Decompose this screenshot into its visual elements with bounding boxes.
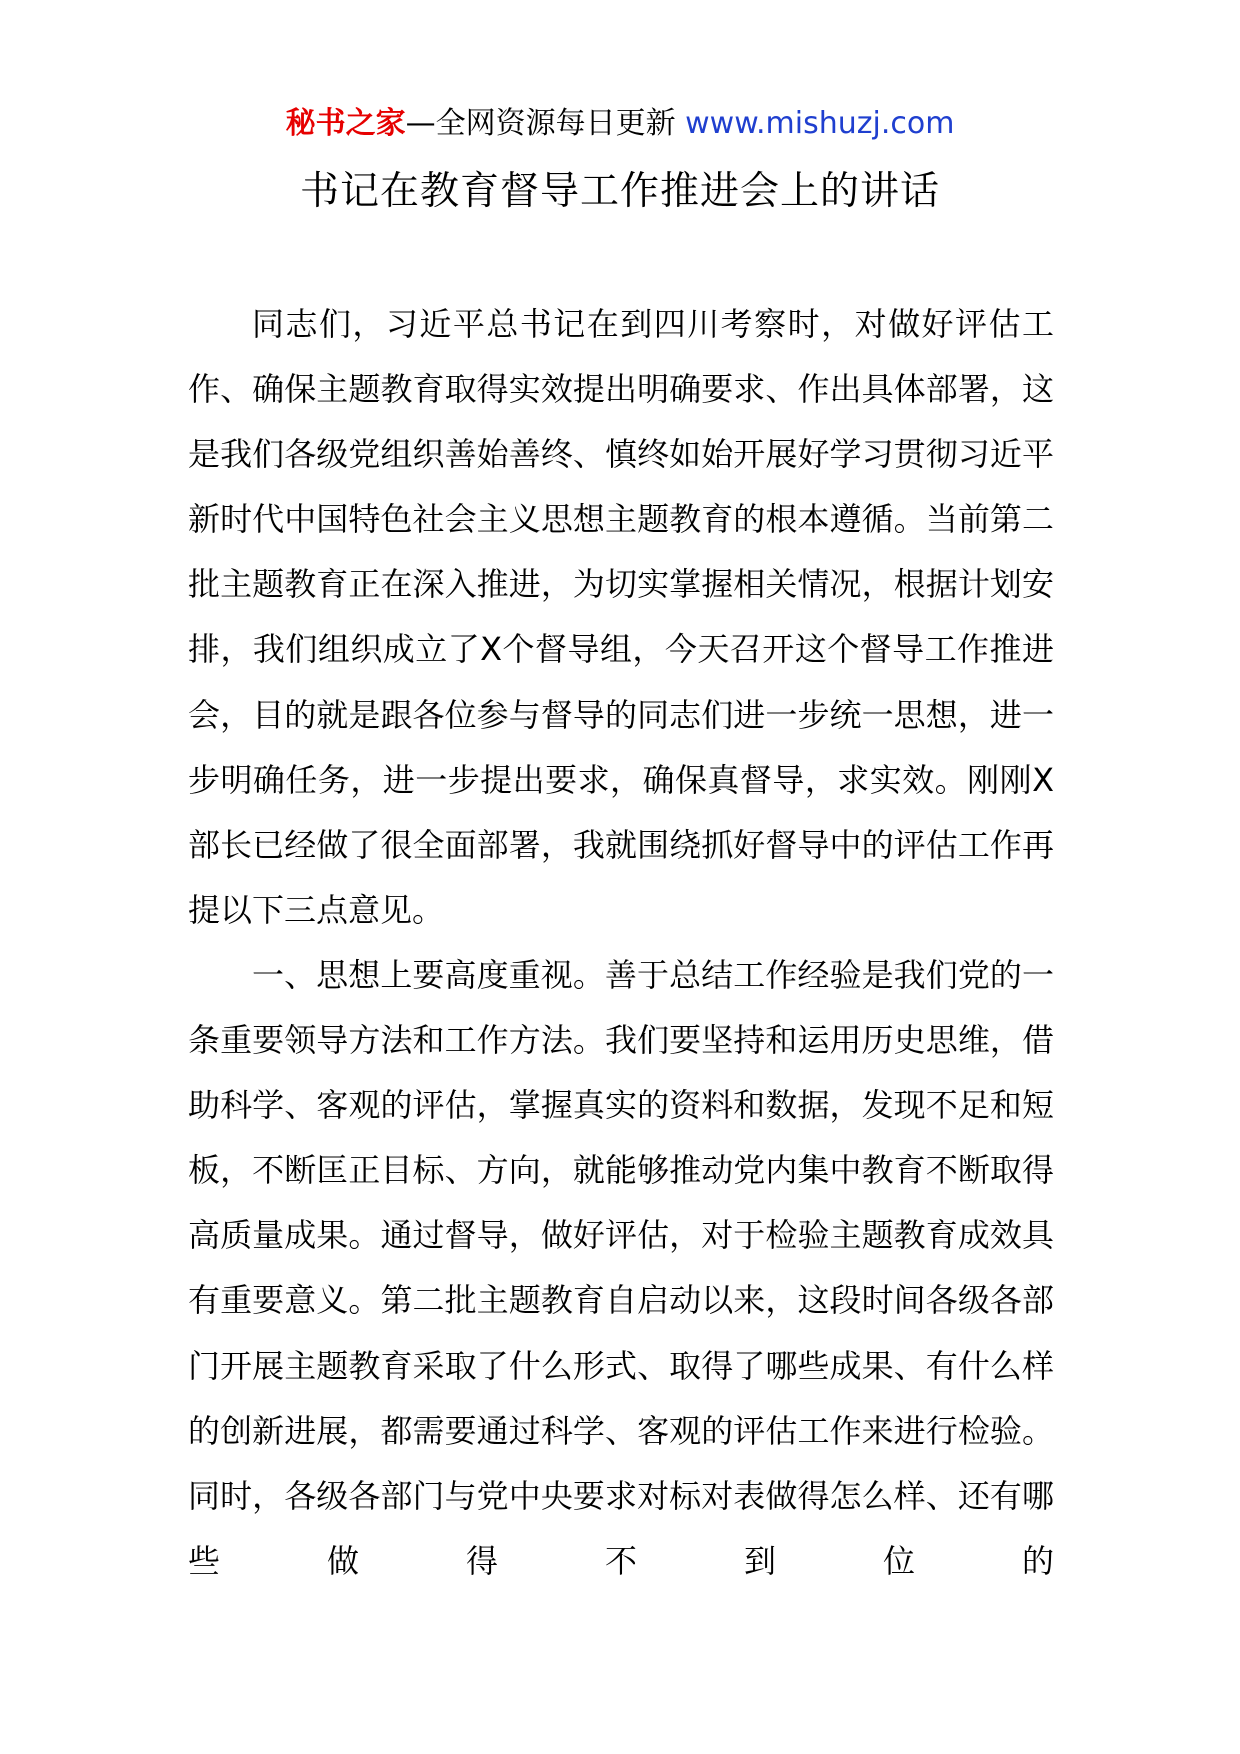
document-title: 书记在教育督导工作推进会上的讲话 [299, 169, 940, 214]
site-slogan: —全网资源每日更新 [405, 106, 686, 141]
paragraph-section-one: 一、思想上要高度重视。善于总结工作经验是我们党的一条重要领导方法和工作方法。我们要坚持和运用历史思维，借助科学、客观的评估，掌握真实的资料和数据，发现不足和短板，不断匡正目标、方向，就能够推动党内集中教育不断取得高质量成果。通过督导，做好评估，对于检验主题教育成效具有重要意义。第二批主题教育自启动以来，这段时间各级各部门开展主题教育采取了什么形式、取得了哪些成果、有什么样的创新进展，都需要通过科学、客观的评估工作来进行检验。同时，各级各部门与党中央要求对标对表做得怎么样、还有哪些做得不到位的 [188, 955, 1054, 1580]
document-body [188, 292, 1054, 1594]
site-url-link[interactable]: www.mishuzj.com [685, 106, 955, 141]
site-header [0, 102, 1240, 146]
paragraph-opening: 同志们，习近平总书记在到四川考察时，对做好评估工作、确保主题教育取得实效提出明确要求、作出具体部署，这是我们各级党组织善始善终、慎终如始开展好学习贯彻习近平新时代中国特色社会主义思想主题教育的根本遵循。当前第二批主题教育正在深入推进，为切实掌握相关情况，根据计划安排，我们组织成立了X个督导组，今天召开这个督导工作推进会，目的就是跟各位参与督导的同志们进一步统一思想，进一步明确任务，进一步提出要求，确保真督导，求实效。刚刚X部长已经做了很全面部署，我就围绕抓好督导中的评估工作再提以下三点意见。 [188, 305, 1054, 929]
site-brand: 秘书之家 [285, 106, 406, 141]
